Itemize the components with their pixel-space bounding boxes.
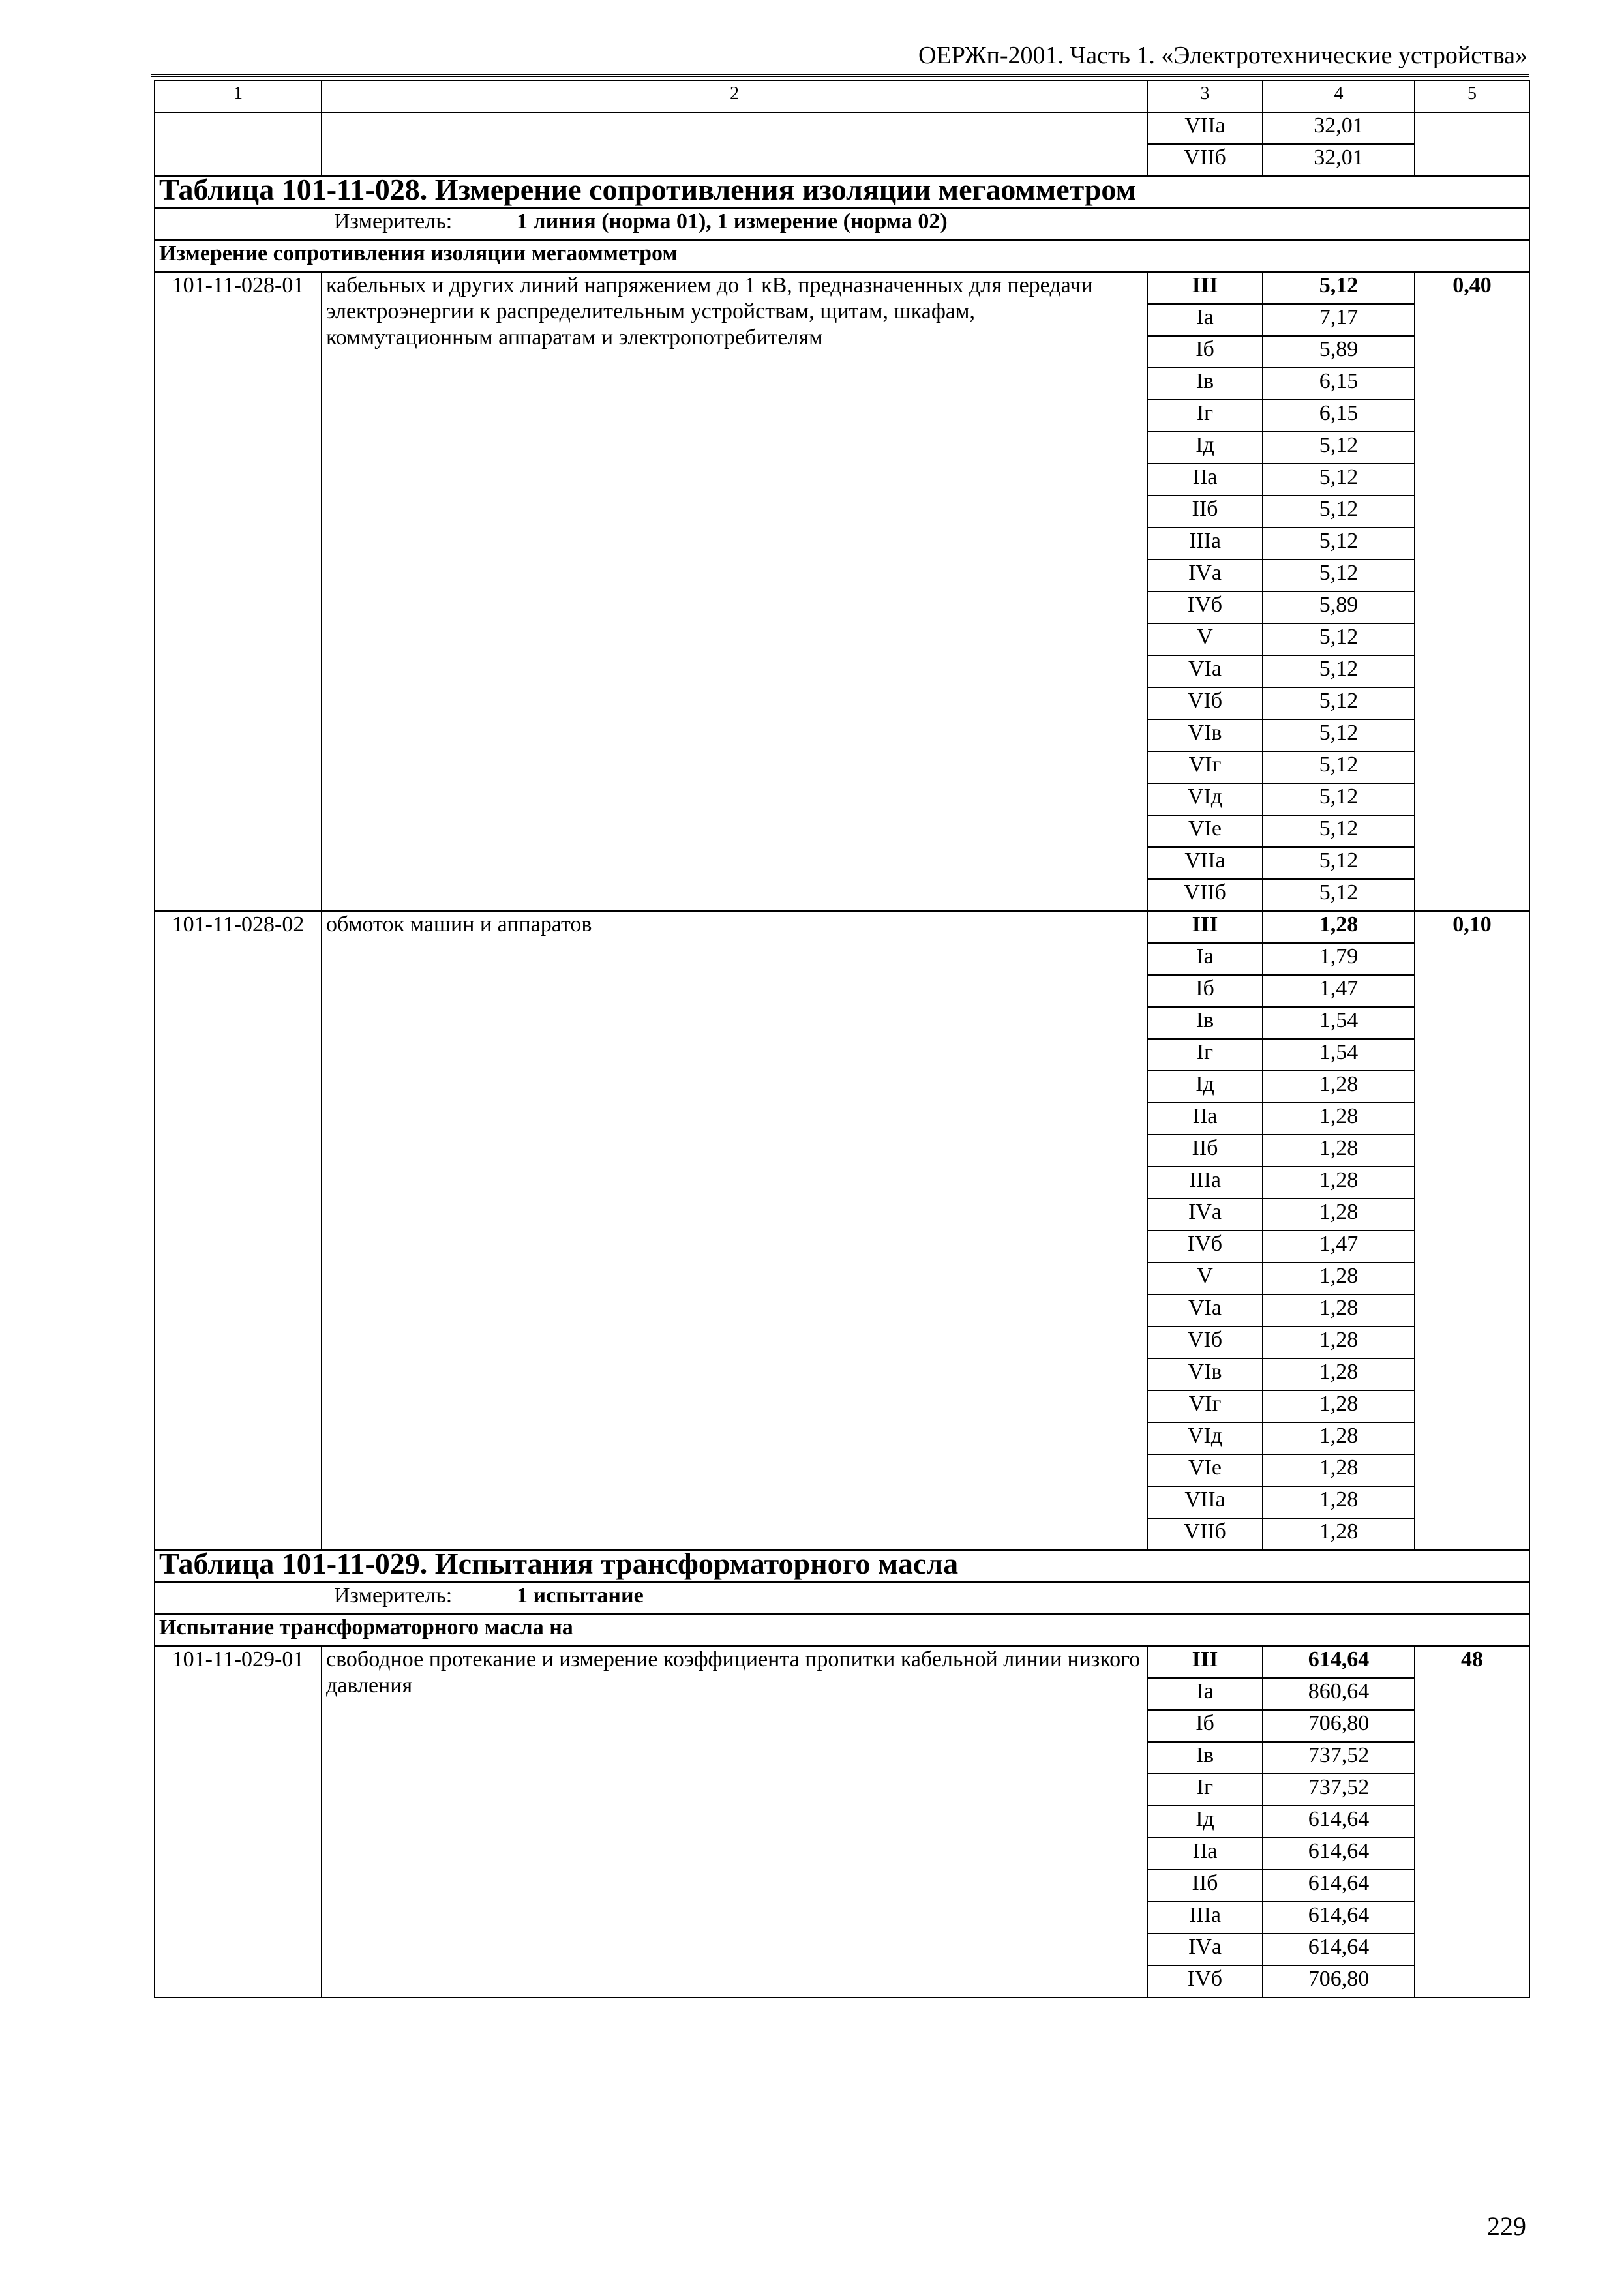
zone-cell: V <box>1147 623 1263 655</box>
zone-cell: Iг <box>1147 400 1263 432</box>
description-cell: обмоток машин и аппаратов <box>322 911 1147 1550</box>
zone-cell: III <box>1147 911 1263 943</box>
cost-cell: 5,89 <box>1263 591 1415 623</box>
zone-cell: Iд <box>1147 1806 1263 1838</box>
zone-cell: Iа <box>1147 1678 1263 1710</box>
cost-cell: 5,89 <box>1263 336 1415 368</box>
cost-cell: 5,12 <box>1263 751 1415 783</box>
zone-cell: VIв <box>1147 719 1263 751</box>
cost-cell: 5,12 <box>1263 272 1415 304</box>
cost-cell: 7,17 <box>1263 304 1415 336</box>
zone-cell: Iв <box>1147 368 1263 400</box>
description-cell: свободное протекание и измерение коэффициента пропитки кабельной линии низкого давления <box>322 1646 1147 1997</box>
zone-cell: IVб <box>1147 591 1263 623</box>
zone-cell: IIа <box>1147 1838 1263 1870</box>
cost-cell: 614,64 <box>1263 1870 1415 1902</box>
meter-cell <box>155 208 1529 240</box>
zone-cell: IVа <box>1147 1934 1263 1966</box>
zone-cell: Iа <box>1147 943 1263 975</box>
cost-cell: 5,12 <box>1263 879 1415 911</box>
zone-cell: IIб <box>1147 1135 1263 1167</box>
header-rule-thin <box>151 76 1529 77</box>
cost-cell: 5,12 <box>1263 623 1415 655</box>
column-number: 3 <box>1147 80 1263 112</box>
cost-cell: 706,80 <box>1263 1710 1415 1742</box>
zone-cell: VIе <box>1147 1454 1263 1486</box>
cost-cell: 1,28 <box>1263 1422 1415 1454</box>
code-cell: 101-11-028-01 <box>155 272 322 911</box>
zone-cell: IIIа <box>1147 1167 1263 1199</box>
cost-cell: 5,12 <box>1263 815 1415 847</box>
meter-line <box>159 209 1525 235</box>
meter-row <box>155 1582 1529 1614</box>
zone-cell: VIд <box>1147 1422 1263 1454</box>
section-row <box>155 240 1529 272</box>
cost-cell: 5,12 <box>1263 655 1415 687</box>
cost-cell: 1,28 <box>1263 1135 1415 1167</box>
zone-cell: VIIа <box>1147 1486 1263 1518</box>
zone-cell: VIд <box>1147 783 1263 815</box>
cost-cell: 5,12 <box>1263 496 1415 528</box>
cost-cell: 1,54 <box>1263 1039 1415 1071</box>
cost-cell: 1,28 <box>1263 1199 1415 1231</box>
cost-cell: 5,12 <box>1263 687 1415 719</box>
zone-cell: VIIа <box>1147 112 1263 144</box>
cost-cell: 1,28 <box>1263 1358 1415 1390</box>
code-cell <box>155 112 322 176</box>
zone-cell: IIIа <box>1147 1902 1263 1934</box>
code-cell: 101-11-029-01 <box>155 1646 322 1997</box>
zone-cell: III <box>1147 1646 1263 1678</box>
cost-cell: 5,12 <box>1263 528 1415 560</box>
zone-cell: VIб <box>1147 687 1263 719</box>
zone-cell: Iб <box>1147 336 1263 368</box>
section-heading: Испытание трансформаторного масла на <box>155 1614 1529 1646</box>
cost-cell: 5,12 <box>1263 783 1415 815</box>
page-header: ОЕРЖп-2001. Часть 1. «Электротехнические устройства» <box>918 42 1527 69</box>
cost-cell: 614,64 <box>1263 1934 1415 1966</box>
zone-cell: V <box>1147 1263 1263 1294</box>
zone-cell: Iв <box>1147 1742 1263 1774</box>
zone-cell: IIб <box>1147 496 1263 528</box>
meter-value: 1 испытание <box>517 1583 644 1608</box>
cost-cell: 1,28 <box>1263 1294 1415 1326</box>
column-number: 5 <box>1415 80 1529 112</box>
norm-cell: 0,40 <box>1415 272 1529 911</box>
zone-cell: VIг <box>1147 751 1263 783</box>
zone-cell: VIа <box>1147 1294 1263 1326</box>
column-number: 1 <box>155 80 322 112</box>
zone-cell: Iг <box>1147 1039 1263 1071</box>
cost-cell: 1,28 <box>1263 1454 1415 1486</box>
zone-cell: VIе <box>1147 815 1263 847</box>
cost-cell: 5,12 <box>1263 847 1415 879</box>
zone-cell: VIа <box>1147 655 1263 687</box>
meter-row <box>155 208 1529 240</box>
cost-cell: 32,01 <box>1263 112 1415 144</box>
zone-cell: Iб <box>1147 975 1263 1007</box>
cost-cell: 614,64 <box>1263 1806 1415 1838</box>
norm-cell: 48 <box>1415 1646 1529 1997</box>
zone-cell: Iв <box>1147 1007 1263 1039</box>
table-row <box>155 112 1529 144</box>
meter-cell <box>155 1582 1529 1614</box>
cost-cell: 614,64 <box>1263 1838 1415 1870</box>
cost-cell: 1,47 <box>1263 975 1415 1007</box>
meter-label: Измеритель: <box>334 209 453 233</box>
zone-cell: IIб <box>1147 1870 1263 1902</box>
zone-cell: IVб <box>1147 1231 1263 1263</box>
norm-cell <box>1415 112 1529 176</box>
cost-cell: 737,52 <box>1263 1742 1415 1774</box>
table-title: Таблица 101-11-029. Испытания трансформаторного масла <box>155 1550 1529 1582</box>
zone-cell: IVа <box>1147 1199 1263 1231</box>
zone-cell: VIIб <box>1147 879 1263 911</box>
column-number-row <box>155 80 1529 112</box>
column-number: 2 <box>322 80 1147 112</box>
meter-value: 1 линия (норма 01), 1 измерение (норма 02) <box>517 209 948 233</box>
header-rule <box>151 74 1529 75</box>
zone-cell: VIIб <box>1147 1518 1263 1550</box>
cost-cell: 1,28 <box>1263 1518 1415 1550</box>
table-title-row <box>155 1550 1529 1582</box>
cost-cell: 1,28 <box>1263 1103 1415 1135</box>
cost-cell: 1,28 <box>1263 1326 1415 1358</box>
table-row <box>155 1646 1529 1678</box>
zone-cell: IIа <box>1147 1103 1263 1135</box>
cost-cell: 1,28 <box>1263 1486 1415 1518</box>
meter-label: Измеритель: <box>334 1583 453 1608</box>
cost-cell: 1,79 <box>1263 943 1415 975</box>
section-row <box>155 1614 1529 1646</box>
cost-cell: 1,28 <box>1263 1071 1415 1103</box>
cost-cell: 5,12 <box>1263 464 1415 496</box>
zone-cell: VIIб <box>1147 144 1263 176</box>
cost-cell: 614,64 <box>1263 1646 1415 1678</box>
cost-cell: 1,28 <box>1263 1390 1415 1422</box>
zone-cell: VIг <box>1147 1390 1263 1422</box>
meter-line <box>159 1583 1525 1609</box>
cost-cell: 614,64 <box>1263 1902 1415 1934</box>
zone-cell: Iа <box>1147 304 1263 336</box>
cost-cell: 1,28 <box>1263 911 1415 943</box>
zone-cell: Iд <box>1147 1071 1263 1103</box>
cost-cell: 5,12 <box>1263 432 1415 464</box>
zone-cell: VIв <box>1147 1358 1263 1390</box>
zone-cell: IVа <box>1147 560 1263 591</box>
table-title: Таблица 101-11-028. Измерение сопротивления изоляции мегаомметром <box>155 176 1529 208</box>
cost-cell: 32,01 <box>1263 144 1415 176</box>
description-cell <box>322 112 1147 176</box>
zone-cell: VIIа <box>1147 847 1263 879</box>
cost-cell: 6,15 <box>1263 368 1415 400</box>
cost-cell: 1,54 <box>1263 1007 1415 1039</box>
zone-cell: IVб <box>1147 1966 1263 1997</box>
cost-cell: 6,15 <box>1263 400 1415 432</box>
cost-cell: 860,64 <box>1263 1678 1415 1710</box>
description-cell: кабельных и других линий напряжением до 1 кВ, предназначенных для передачи электроэнергии к распределительным устройствам, щитам, шкафам, коммутационным аппаратам и электропотребителям <box>322 272 1147 911</box>
cost-cell: 737,52 <box>1263 1774 1415 1806</box>
table-title-row <box>155 176 1529 208</box>
zone-cell: Iд <box>1147 432 1263 464</box>
table-row <box>155 272 1529 304</box>
cost-cell: 5,12 <box>1263 719 1415 751</box>
page-number: 229 <box>1487 2211 1526 2241</box>
cost-cell: 1,47 <box>1263 1231 1415 1263</box>
code-cell: 101-11-028-02 <box>155 911 322 1550</box>
column-number: 4 <box>1263 80 1415 112</box>
zone-cell: IIIа <box>1147 528 1263 560</box>
zone-cell: III <box>1147 272 1263 304</box>
cost-cell: 706,80 <box>1263 1966 1415 1997</box>
zone-cell: IIа <box>1147 464 1263 496</box>
section-heading: Измерение сопротивления изоляции мегаомметром <box>155 240 1529 272</box>
zone-cell: Iг <box>1147 1774 1263 1806</box>
cost-cell: 1,28 <box>1263 1263 1415 1294</box>
zone-cell: Iб <box>1147 1710 1263 1742</box>
cost-cell: 1,28 <box>1263 1167 1415 1199</box>
cost-cell: 5,12 <box>1263 560 1415 591</box>
zone-cell: VIб <box>1147 1326 1263 1358</box>
table-row <box>155 911 1529 943</box>
price-table <box>154 80 1530 1998</box>
norm-cell: 0,10 <box>1415 911 1529 1550</box>
